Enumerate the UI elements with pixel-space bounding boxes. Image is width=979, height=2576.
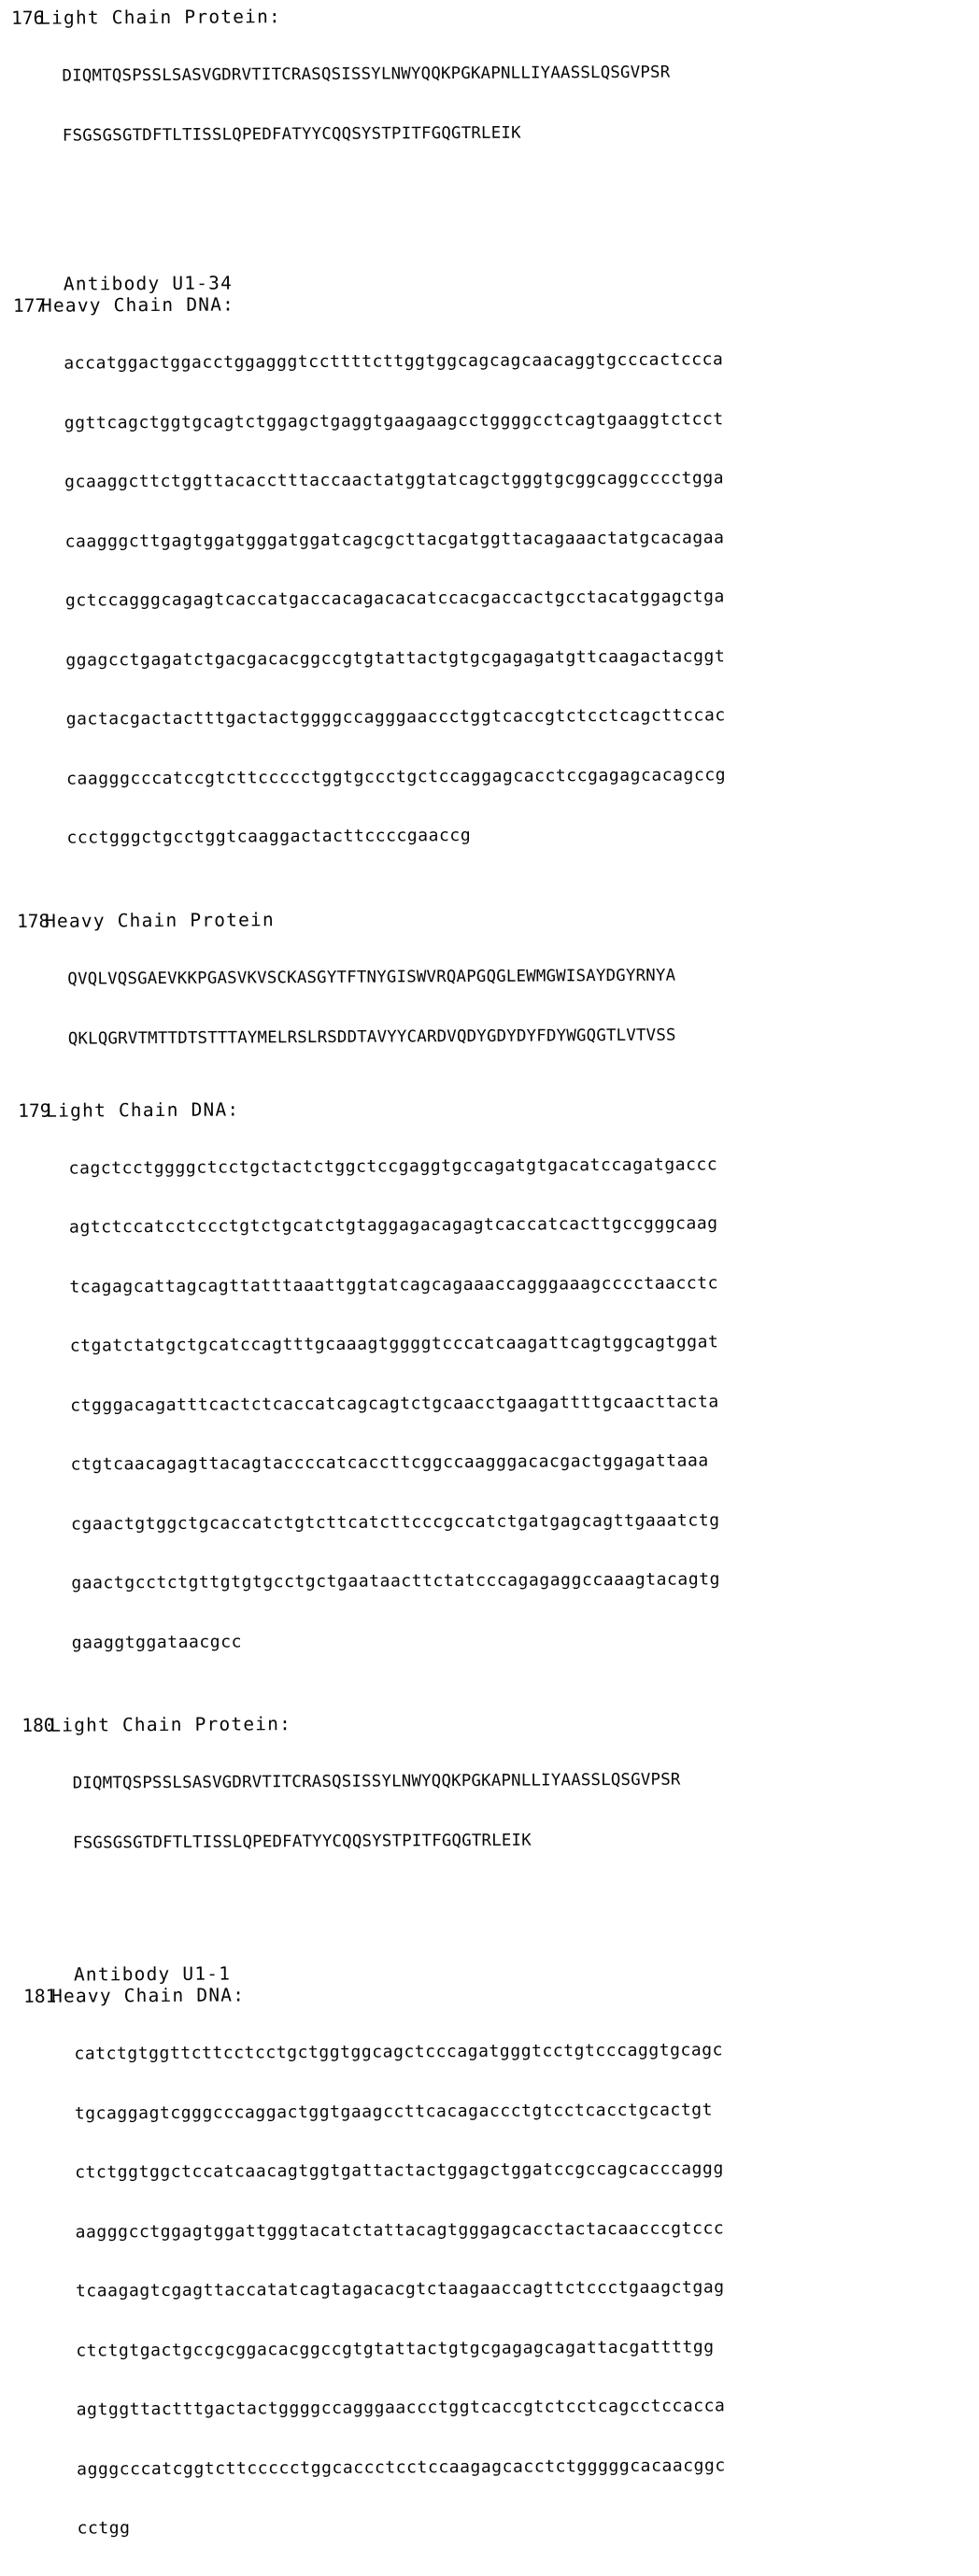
sequence-line: QVQLVQSGAEVKKPGASVKVSCKASGYTFTNYGISWVRQAPGQGLEWMGWISAYDGYRNYA xyxy=(67,966,676,989)
sequence-line: DIQMTQSPSSLSASVGDRVTITCRASQSISSYLNWYQQKPGKAPNLLIYAASSLQSGVPSR xyxy=(62,63,671,86)
sequence-number: 181 xyxy=(22,1985,57,2007)
sequence-line: ctctggtggctccatcaacagtggtgattactactggagctggatccgccagcacccaggg xyxy=(75,2158,724,2183)
sequence-entry-179 xyxy=(7,1094,979,1691)
sequence-line: tcaagagtcgagttaccatatcagtagacacgtctaagaaccagttctccctgaagctgag xyxy=(75,2277,725,2301)
sequence-body xyxy=(64,311,979,885)
sequence-line: DIQMTQSPSSLSASVGDRVTITCRASQSISSYLNWYQQKPGKAPNLLIYAASSLQSGVPSR xyxy=(72,1770,681,1793)
sequence-number: 180 xyxy=(21,1714,55,1736)
sequence-line: ccctgggctgcctggtcaaggactacttccccgaaccg xyxy=(66,825,472,848)
sequence-entry-178 xyxy=(6,904,979,1086)
sequence-body xyxy=(74,2002,979,2576)
sequence-line: gaactgcctctgttgtgtgcctgctgaataacttctatcccagagaggccaaagtacagtg xyxy=(71,1569,721,1593)
sequence-line: ctgggacagatttcactctcaccatcagcagtctgcaacctgaagattttgcaacttacta xyxy=(70,1391,719,1416)
sequence-line: gctccagggcagagtcaccatgaccacagacacatccacgaccactgcctacatggagctga xyxy=(64,587,725,611)
sequence-line: aagggcctggagtggattgggtacatctattacagtgggagcacctactacaacccgtccc xyxy=(75,2217,725,2243)
sequence-line: cagctcctggggctcctgctactctggctccgaggtgccagatgtgacatccagatgaccc xyxy=(68,1154,718,1179)
sequence-entry-177 xyxy=(2,268,979,886)
sequence-line: tgcaggagtcgggcccaggactggtgaagccttcacagaccctgtcctcacctgcactgt xyxy=(74,2099,714,2124)
sequence-number: 178 xyxy=(16,910,50,932)
sequence-line: ggttcagctggtgcagtctggagctgaggtgaagaagcctggggcctcagtgaaggtctcct xyxy=(64,408,724,433)
sequence-line: agggcccatcggtcttccccctggcaccctcctccaagagcacctctgggggcacaacggc xyxy=(77,2455,726,2480)
sequence-label: Light Chain DNA: xyxy=(46,1097,240,1122)
sequence-number: 179 xyxy=(18,1099,51,1122)
sequence-body xyxy=(62,23,979,184)
sequence-entry-180 xyxy=(10,1709,979,1891)
sequence-line: catctgtggttcttcctcctgctggtggcagctcccagatgggtcctgtcccaggtgcagc xyxy=(74,2040,724,2064)
sequence-line: accatggactggacctggagggtccttttcttggtggcagcagcaacaggtgcccactccca xyxy=(64,349,724,374)
sequence-line: ctctgtgactgccgcggacacggccgtgtattactgtgcgagagcagattacgattttgg xyxy=(76,2336,715,2361)
sequence-number: 177 xyxy=(12,294,47,317)
sequence-line: gaaggtggataacgcc xyxy=(71,1631,243,1653)
sequence-body xyxy=(72,1731,979,1891)
sequence-line: tcagagcattagcagttatttaaattggtatcagcagaaaccagggaaagcccctaacctc xyxy=(69,1272,719,1297)
sequence-label: Heavy Chain DNA: xyxy=(50,1984,246,2007)
sequence-line: FSGSGSGTDFTLTISSLQPEDFATYYCQQSYSTPITFGQGTRLEIK xyxy=(72,1831,532,1853)
sequence-line: ggagcctgagatctgacgacacggccgtgtattactgtgcgagagatgttcaagactacggt xyxy=(65,645,726,671)
sequence-label: Light Chain Protein: xyxy=(39,6,281,29)
sequence-line: caagggcttgagtggatgggatggatcagcgcttacgatggttacagaaactatgcacagaa xyxy=(64,527,725,552)
sequence-label: Heavy Chain Protein xyxy=(44,908,275,932)
sequence-entry-176 xyxy=(0,2,979,184)
sequence-entry-181 xyxy=(12,1959,979,2576)
sequence-line: agtggttactttgactactggggccagggaaccctggtcaccgtctcctcagcctccacca xyxy=(76,2396,726,2420)
sequence-line: agtctccatcctccctgtctgcatctgtaggagacagagtcaccatcacttgccgggcaag xyxy=(68,1213,718,1238)
sequence-line: caagggcccatccgtcttccccctggtgccctgctccaggagcacctccgagagcacagccg xyxy=(66,764,727,789)
antibody-title: Antibody U1-34 xyxy=(63,272,234,295)
sequence-line: gactacgactactttgactactggggccagggaaccctggtcaccgtctcctcagcttccac xyxy=(65,705,726,729)
sequence-number: 176 xyxy=(11,7,45,29)
sequence-line: gcaaggcttctggttacacctttaccaactatggtatcagctgggtgcggcaggcccctgga xyxy=(64,468,725,492)
sequence-body xyxy=(68,1115,979,1690)
sequence-line: ctgatctatgctgcatccagtttgcaaagtggggtcccatcaagattcagtggcagtggat xyxy=(69,1332,719,1356)
sequence-label: Light Chain Protein: xyxy=(50,1713,292,1736)
sequence-line: QKLQGRVTMTTDTSTTTAYMELRSLRSDDTAVYYCARDVQDYGDYDYFDYWGQGTLVTVSS xyxy=(67,1026,676,1049)
sequence-label: Heavy Chain DNA: xyxy=(40,293,235,317)
sequence-body xyxy=(67,926,979,1086)
sequence-line: ctgtcaacagagttacagtaccccatcaccttcggccaagggacacgactggagattaaa xyxy=(70,1451,709,1475)
sequence-line: FSGSGSGTDFTLTISSLQPEDFATYYCQQSYSTPITFGQGTRLEIK xyxy=(62,123,521,146)
sequence-line: cgaactgtggctgcaccatctgtcttcatcttcccgccatctgatgagcagttgaaatctg xyxy=(70,1509,720,1535)
antibody-title: Antibody U1-1 xyxy=(73,1962,232,1986)
sequence-line: cctgg xyxy=(77,2518,131,2539)
